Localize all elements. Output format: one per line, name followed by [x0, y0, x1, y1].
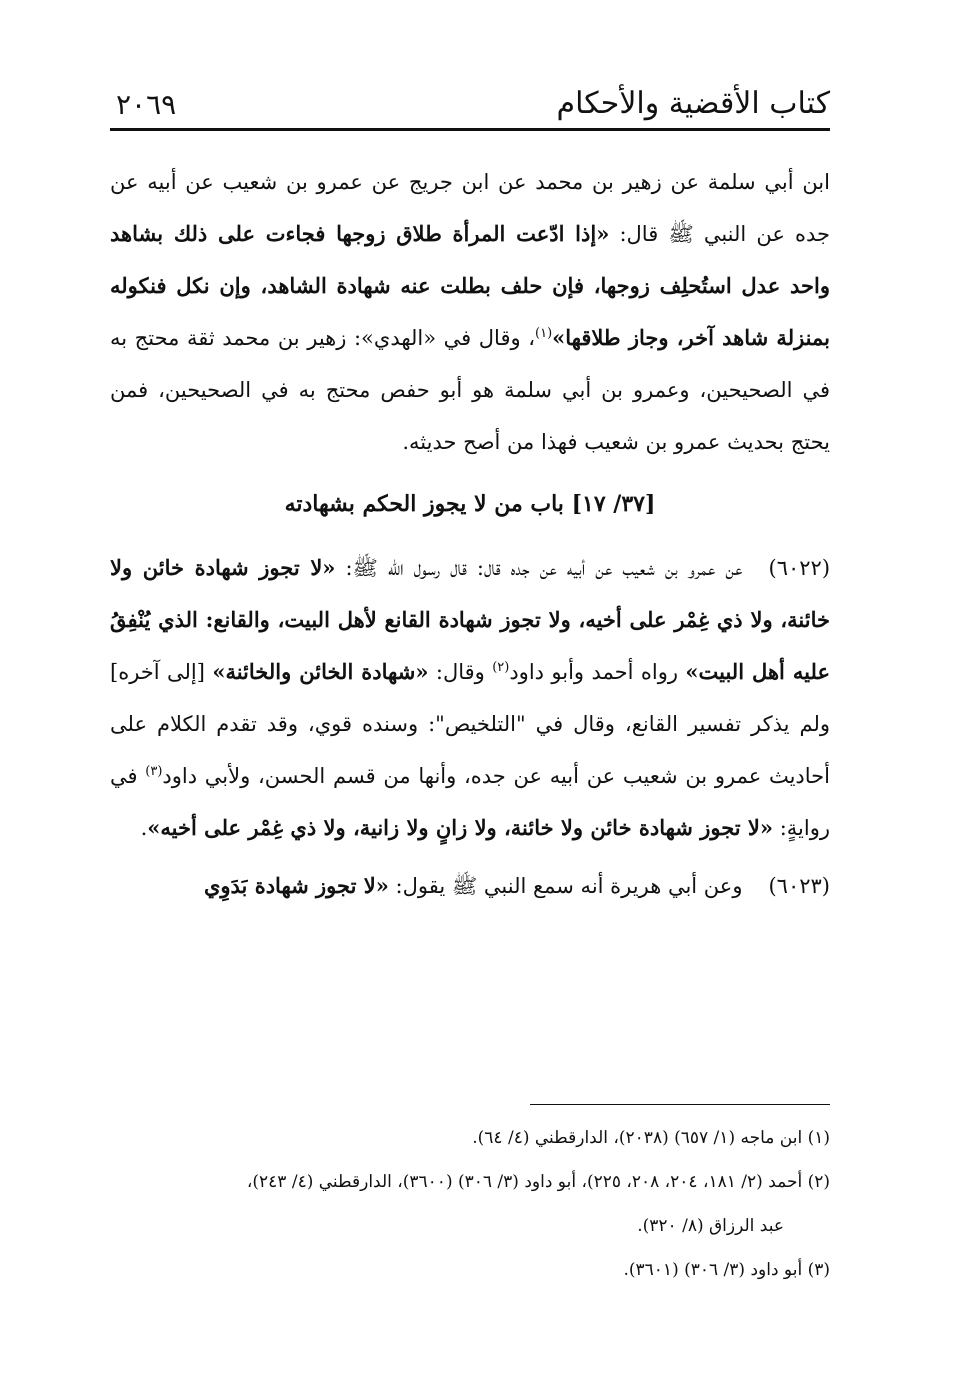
- page-number: ٢٠٦٩: [116, 88, 177, 121]
- text-segment: رواه أحمد وأبو داود: [509, 660, 686, 684]
- section-heading: [٣٧/ ١٧] باب من لا يجوز الحكم بشهادته: [284, 491, 656, 517]
- footnote-ref-3: (٣): [145, 764, 163, 779]
- main-text: [110, 156, 830, 912]
- text-segment: عن عمرو بن شعيب عن أبيه عن جده قال: قال رسول الله ﷺ:: [335, 556, 743, 580]
- text-segment: [إلى آخره] ولم يذكر تفسير القانع، وقال في "التلخيص": وسنده قوي، وقد تقدم الكلام على أحاديث عمرو بن شعيب عن أبيه عن جده، وأنها من قسم الحسن، ولأبي داود: [110, 660, 830, 788]
- running-header: [110, 80, 830, 131]
- hadith-quote: «لا تجوز شهادة خائن ولا خائنة، ولا ذي غِمْر على أخيه، ولا تجوز شهادة القانع لأهل البيت، والقانع: الذي يُنْفِقُ عليه أهل البيت»: [110, 555, 830, 684]
- footnote-2: (٢) أحمد (٢/ ١٨١، ٢٠٤، ٢٠٨، ٢٢٥)، أبو داود (٣/ ٣٠٦) (٣٦٠٠)، الدارقطني (٤/ ٢٤٣)،: [246, 1172, 830, 1192]
- text-segment: وعن أبي هريرة أنه سمع النبي ﷺ يقول:: [388, 874, 743, 898]
- chapter-title: كتاب الأقضية والأحكام: [556, 86, 830, 121]
- text-segment: .: [140, 816, 148, 840]
- footnote-1: (١) ابن ماجه (١/ ٦٥٧) (٢٠٣٨)، الدارقطني (٤/ ٦٤).: [472, 1128, 830, 1148]
- footnote-ref-1: (١): [535, 326, 553, 341]
- book-page: [110, 80, 830, 1280]
- footnotes: [110, 1116, 830, 1292]
- paragraph-continuation: [110, 156, 830, 468]
- hadith-number: (٦٠٢٣): [768, 874, 830, 898]
- footnote-2-continuation: عبد الرزاق (٨/ ٣٢٠).: [637, 1216, 784, 1236]
- hadith-quote: «شهادة الخائن والخائنة»: [212, 659, 429, 684]
- footnote-ref-2: (٢): [492, 660, 510, 675]
- hadith-quote: «إذا ادّعت المرأة طلاق زوجها فجاءت على ذلك بشاهد واحد عدل استُحلِف زوجها، فإن حلف بطلت عنه شهادة الشاهد، وإن نكل فنكوله بمنزلة شاهد آخر، وجاز طلاقها»: [110, 221, 830, 350]
- hadith-6023: [110, 860, 830, 912]
- hadith-quote: «لا تجوز شهادة خائن ولا خائنة، ولا زانٍ ولا زانية، ولا ذي غِمْر على أخيه»: [147, 815, 774, 840]
- footnote-divider: [530, 1104, 830, 1105]
- text-segment: ابن أبي سلمة عن زهير بن محمد عن ابن جريج عن عمرو بن شعيب عن أبيه عن جده عن النبي ﷺ قال:: [110, 170, 831, 246]
- text-segment: ، وقال في «الهدي»: زهير بن محمد ثقة محتج به في الصحيحين، وعمرو بن أبي سلمة هو أبو حفص محتج به في الصحيحين، فمن يحتج بحديث عمرو بن شعيب فهذا من أصح حديثه.: [110, 326, 830, 454]
- text-segment: في روايةٍ:: [110, 764, 830, 840]
- hadith-quote: «لا تجوز شهادة بَدَوِي: [203, 873, 389, 898]
- footnote-3: (٣) أبو داود (٣/ ٣٠٦) (٣٦٠١).: [623, 1260, 830, 1280]
- text-segment: وقال:: [428, 660, 493, 684]
- hadith-number: (٦٠٢٢): [768, 556, 831, 580]
- hadith-6022: [110, 542, 830, 854]
